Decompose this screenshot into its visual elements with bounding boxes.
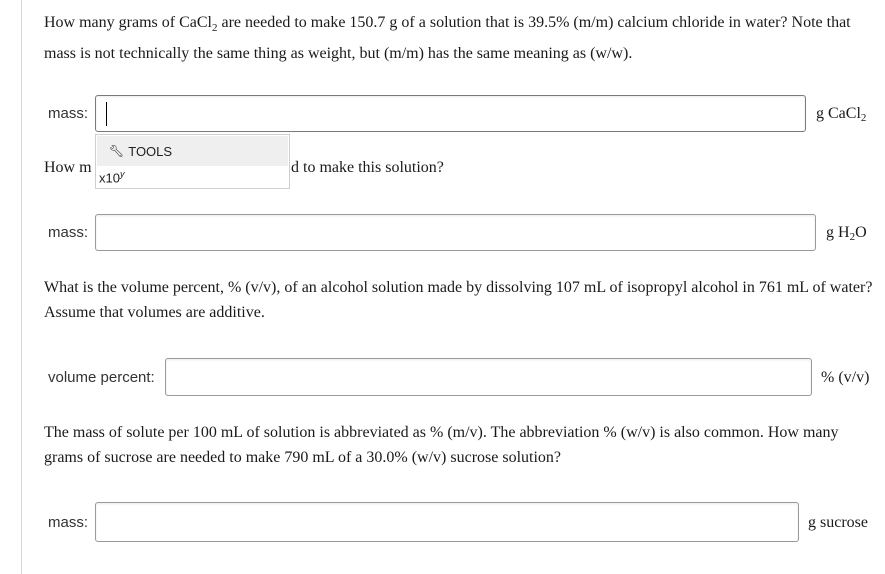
question-1-text xyxy=(44,10,872,66)
x10-exponent: y xyxy=(119,169,125,179)
q2-unit xyxy=(826,224,867,242)
q1-unit-sub: 2 xyxy=(860,112,867,124)
question-1-subscript: 2 xyxy=(211,22,218,35)
q4-unit: g sucrose xyxy=(808,514,868,531)
q3-unit: % (v/v) xyxy=(821,369,870,386)
q1-unit-main: g CaCl xyxy=(816,105,861,122)
text-caret xyxy=(106,102,107,126)
q2-mass-input[interactable] xyxy=(95,214,816,251)
q1-unit xyxy=(816,105,866,123)
tools-menu-button[interactable] xyxy=(97,136,288,166)
question-1-text-start: How many grams of CaCl xyxy=(44,14,212,31)
tools-label: TOOLS xyxy=(128,143,173,159)
x10-label: x10 xyxy=(99,170,120,186)
q2-unit-main: g H xyxy=(826,224,850,241)
q1-mass-label: mass: xyxy=(48,105,89,122)
q3-volume-percent-input[interactable] xyxy=(165,358,812,396)
q2-unit-sub: 2 xyxy=(849,231,856,243)
q4-mass-input[interactable] xyxy=(95,502,799,542)
question-2-text-start: How m xyxy=(44,159,92,176)
q2-mass-label: mass: xyxy=(48,224,89,241)
question-1-text-end: are needed to make 150.7 g of a solution that is 39.5% (m/m) calcium chloride in water? Note that mass is not technically the same thing as weight, but (m/m) has the same meaning as (w/w). xyxy=(44,14,851,63)
q4-mass-label: mass: xyxy=(48,514,89,531)
wrench-icon: 🔧︎ xyxy=(109,144,125,158)
question-2-text-end: d to make this solution? xyxy=(291,159,444,176)
scientific-notation-button[interactable] xyxy=(99,169,124,185)
q3-volume-percent-label: volume percent: xyxy=(48,369,155,386)
q2-unit-tail: O xyxy=(855,224,867,241)
question-4-text: The mass of solute per 100 mL of solution is abbreviated as % (m/v). The abbreviation % (w/v) is also common. How many grams of sucrose are needed to make 790 mL of a 30.0% (w/v) sucrose solution? xyxy=(44,424,839,466)
q1-mass-input[interactable] xyxy=(95,95,806,132)
question-3-text: What is the volume percent, % (v/v), of an alcohol solution made by dissolving 107 mL of isopropyl alcohol in 761 mL of water? Assume that volumes are additive. xyxy=(44,279,873,321)
tools-popup xyxy=(95,134,290,189)
